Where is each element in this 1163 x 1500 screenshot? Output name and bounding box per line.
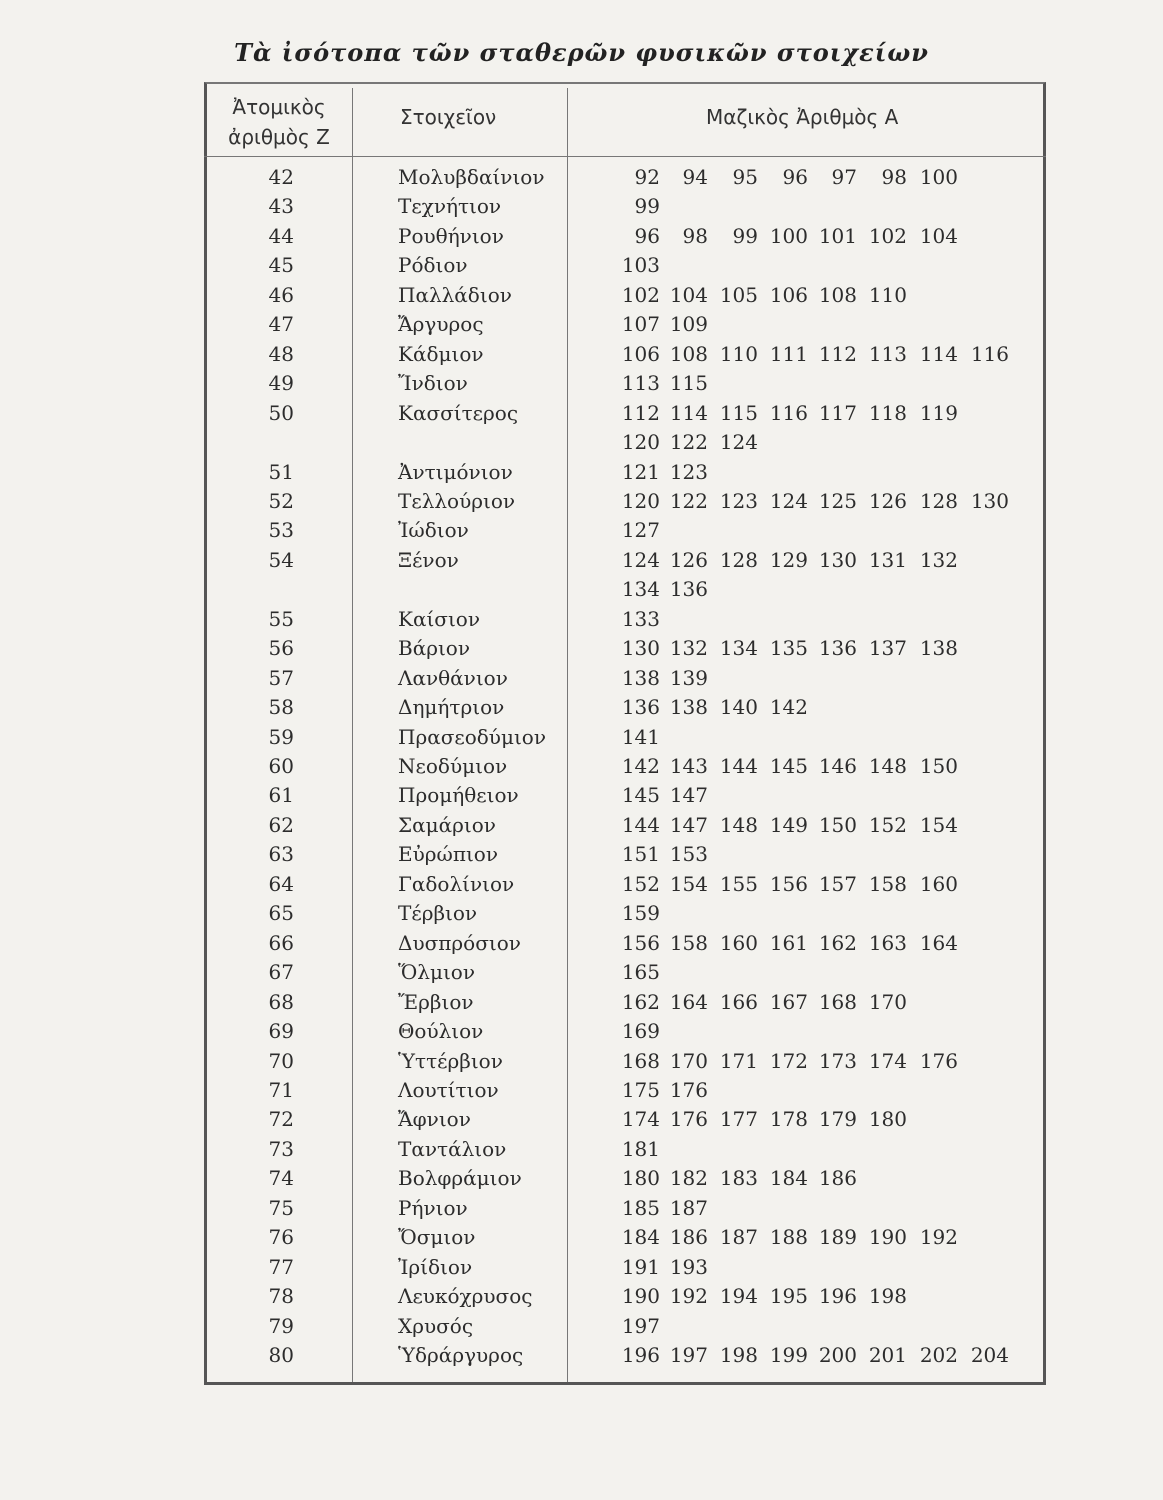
mass-number: 198: [868, 1284, 907, 1309]
mass-number: 169: [621, 1019, 660, 1044]
atomic-number: 50: [268, 400, 294, 425]
mass-number: 144: [621, 812, 660, 837]
mass-number: 148: [719, 812, 758, 837]
mass-number: 142: [769, 695, 808, 720]
atomic-number: 47: [268, 312, 294, 337]
mass-number: 115: [719, 400, 758, 425]
mass-number: 204: [970, 1343, 1009, 1367]
mass-number: 155: [719, 871, 758, 896]
atomic-number: 74: [268, 1166, 294, 1191]
mass-number: 150: [919, 754, 958, 778]
column-divider: [352, 88, 353, 1382]
mass-number: 121: [621, 459, 660, 484]
mass-number: 162: [621, 989, 660, 1014]
element-name: Ἴνδιον: [398, 371, 468, 396]
element-name: Ἀντιμόνιον: [398, 459, 513, 484]
mass-number: 106: [769, 282, 808, 307]
mass-number: 107: [621, 312, 660, 337]
mass-number: 134: [719, 636, 758, 661]
mass-number: 184: [769, 1166, 808, 1191]
element-name: Δημήτριον: [398, 695, 505, 720]
mass-number: 96: [634, 223, 660, 248]
mass-number: 130: [970, 488, 1009, 513]
mass-number: 202: [919, 1343, 958, 1367]
element-name: Κάδμιον: [398, 341, 484, 366]
element-name: Λευκόχρυσος: [398, 1284, 533, 1309]
mass-number: 166: [719, 989, 758, 1014]
mass-number: 140: [719, 695, 758, 720]
atomic-number: 70: [268, 1048, 294, 1073]
atomic-number: 77: [268, 1254, 294, 1279]
mass-number: 147: [669, 812, 708, 837]
mass-number: 109: [669, 312, 708, 337]
mass-number: 94: [682, 165, 708, 189]
mass-number: 197: [621, 1313, 660, 1338]
mass-number: 115: [669, 371, 708, 396]
atomic-number: 60: [268, 754, 294, 778]
mass-number: 144: [719, 754, 758, 778]
mass-number: 175: [621, 1077, 660, 1102]
mass-number: 176: [669, 1107, 708, 1132]
mass-number: 98: [881, 165, 907, 189]
element-name: Βολφράμιον: [398, 1166, 522, 1191]
atomic-number: 69: [268, 1019, 294, 1044]
mass-number: 178: [769, 1107, 808, 1132]
mass-number: 106: [621, 341, 660, 366]
mass-number: 102: [868, 223, 907, 248]
mass-number: 113: [621, 371, 660, 396]
element-name: Γαδολίνιον: [398, 871, 515, 896]
mass-number: 153: [669, 842, 708, 867]
mass-number: 154: [919, 812, 958, 837]
mass-number: 104: [919, 223, 958, 248]
mass-number: 152: [868, 812, 907, 837]
mass-number: 129: [769, 547, 808, 572]
mass-number: 102: [621, 282, 660, 307]
mass-number: 100: [769, 223, 808, 248]
atomic-number: 55: [268, 606, 294, 631]
mass-number: 132: [919, 547, 958, 572]
mass-number: 170: [669, 1048, 708, 1073]
mass-number: 159: [621, 901, 660, 926]
mass-number: 201: [868, 1343, 907, 1367]
atomic-number: 49: [268, 371, 294, 396]
mass-number: 165: [621, 960, 660, 985]
mass-number: 172: [769, 1048, 808, 1073]
element-name: Ρουθήνιον: [398, 223, 504, 248]
mass-number: 194: [719, 1284, 758, 1309]
page-title: Τὰ ἰσότοπα τῶν σταθερῶν φυσικῶν στοιχείων: [234, 38, 929, 67]
atomic-number: 54: [268, 547, 294, 572]
atomic-number: 65: [268, 901, 294, 926]
mass-number: 110: [868, 282, 907, 307]
mass-number: 173: [818, 1048, 857, 1073]
element-name: Χρυσός: [398, 1313, 474, 1338]
mass-number: 120: [621, 430, 660, 455]
atomic-number: 72: [268, 1107, 294, 1132]
header-atomic-number: Ἀτομικὸς ἀριθμὸς Ζ: [228, 95, 330, 149]
element-name: Σαμάριον: [398, 812, 496, 837]
mass-number: 179: [818, 1107, 857, 1132]
mass-number: 167: [769, 989, 808, 1014]
mass-number: 128: [919, 488, 958, 513]
element-name: Εὐρώπιον: [398, 842, 499, 867]
element-name: Ταντάλιον: [398, 1136, 507, 1161]
mass-number: 147: [669, 783, 708, 808]
atomic-number: 67: [268, 960, 294, 985]
atomic-number: 52: [268, 488, 294, 513]
atomic-number: 59: [268, 724, 294, 749]
mass-number: 116: [769, 400, 808, 425]
element-name: Ἄφνιον: [398, 1107, 471, 1132]
mass-number: 100: [919, 165, 958, 189]
mass-number: 97: [831, 165, 857, 189]
element-name: Ἰρίδιον: [398, 1254, 473, 1279]
element-name: Βάριον: [398, 636, 471, 661]
mass-number: 190: [621, 1284, 660, 1309]
element-name: Τέρβιον: [398, 901, 478, 926]
atomic-number: 51: [268, 459, 294, 484]
mass-number: 122: [669, 430, 708, 455]
mass-number: 196: [818, 1284, 857, 1309]
atomic-number: 62: [268, 812, 294, 837]
mass-number: 126: [868, 488, 907, 513]
mass-number: 145: [621, 783, 660, 808]
element-name: Ὅλμιον: [398, 960, 475, 985]
element-name: Πρασεοδύμιον: [398, 724, 546, 749]
mass-number: 118: [868, 400, 907, 425]
mass-number: 126: [669, 547, 708, 572]
mass-number: 120: [621, 488, 660, 513]
mass-number: 176: [919, 1048, 958, 1073]
atomic-number: 63: [268, 842, 294, 867]
element-name: Ὄσμιον: [398, 1225, 476, 1250]
mass-number: 110: [719, 341, 758, 366]
element-name: Λουτίτιον: [398, 1077, 499, 1102]
element-name: Ξένον: [398, 547, 459, 572]
mass-number: 192: [669, 1284, 708, 1309]
mass-number: 149: [769, 812, 808, 837]
mass-number: 195: [769, 1284, 808, 1309]
mass-number: 136: [818, 636, 857, 661]
element-name: Κασσίτερος: [398, 400, 519, 425]
mass-number: 185: [621, 1195, 660, 1220]
mass-number: 124: [769, 488, 808, 513]
atomic-number: 68: [268, 989, 294, 1014]
mass-number: 114: [669, 400, 708, 425]
mass-number: 151: [621, 842, 660, 867]
mass-number: 160: [719, 930, 758, 955]
mass-number: 193: [669, 1254, 708, 1279]
mass-number: 187: [719, 1225, 758, 1250]
element-name: Μολυβδαίνιον: [398, 165, 545, 189]
atomic-number: 57: [268, 665, 294, 690]
mass-number: 103: [621, 253, 660, 278]
mass-number: 176: [669, 1077, 708, 1102]
mass-number: 174: [621, 1107, 660, 1132]
header-mass-number: Μαζικὸς Ἀριθμὸς Α: [706, 105, 899, 129]
mass-number: 112: [621, 400, 660, 425]
element-name: Θούλιον: [398, 1019, 484, 1044]
mass-number: 186: [818, 1166, 857, 1191]
atomic-number: 48: [268, 341, 294, 366]
mass-number: 146: [818, 754, 857, 778]
element-name: Ἄργυρος: [398, 312, 484, 337]
mass-number: 152: [621, 871, 660, 896]
atomic-number: 80: [268, 1343, 294, 1367]
mass-number: 112: [818, 341, 857, 366]
mass-number: 158: [868, 871, 907, 896]
atomic-number: 46: [268, 282, 294, 307]
atomic-number: 66: [268, 930, 294, 955]
mass-number: 138: [669, 695, 708, 720]
header-element: Στοιχεῖον: [400, 105, 497, 129]
element-name: Προμήθειον: [398, 783, 519, 808]
mass-number: 124: [719, 430, 758, 455]
mass-number: 138: [621, 665, 660, 690]
mass-number: 142: [621, 754, 660, 778]
mass-number: 156: [621, 930, 660, 955]
element-name: Δυσπρόσιον: [398, 930, 521, 955]
mass-number: 161: [769, 930, 808, 955]
atomic-number: 79: [268, 1313, 294, 1338]
mass-number: 99: [634, 194, 660, 219]
mass-number: 190: [868, 1225, 907, 1250]
mass-number: 113: [868, 341, 907, 366]
mass-number: 127: [621, 518, 660, 543]
mass-number: 114: [919, 341, 958, 366]
mass-number: 186: [669, 1225, 708, 1250]
mass-number: 164: [669, 989, 708, 1014]
mass-number: 133: [621, 606, 660, 631]
mass-number: 108: [818, 282, 857, 307]
mass-number: 111: [769, 341, 808, 366]
mass-number: 130: [818, 547, 857, 572]
mass-number: 192: [919, 1225, 958, 1250]
atomic-number: 71: [268, 1077, 294, 1102]
element-name: Ἰώδιον: [398, 518, 469, 543]
mass-number: 180: [621, 1166, 660, 1191]
atomic-number: 61: [268, 783, 294, 808]
mass-number: 136: [621, 695, 660, 720]
mass-number: 95: [732, 165, 758, 189]
mass-number: 124: [621, 547, 660, 572]
mass-number: 188: [769, 1225, 808, 1250]
atomic-number: 73: [268, 1136, 294, 1161]
mass-number: 138: [919, 636, 958, 661]
mass-number: 130: [621, 636, 660, 661]
mass-number: 125: [818, 488, 857, 513]
mass-number: 134: [621, 577, 660, 602]
atomic-number: 43: [268, 194, 294, 219]
mass-number: 96: [782, 165, 808, 189]
mass-number: 158: [669, 930, 708, 955]
element-name: Τελλούριον: [398, 488, 516, 513]
atomic-number: 76: [268, 1225, 294, 1250]
mass-number: 141: [621, 724, 660, 749]
mass-number: 105: [719, 282, 758, 307]
mass-number: 117: [818, 400, 857, 425]
mass-number: 123: [669, 459, 708, 484]
mass-number: 99: [732, 223, 758, 248]
mass-number: 197: [669, 1343, 708, 1367]
mass-number: 122: [669, 488, 708, 513]
mass-number: 160: [919, 871, 958, 896]
mass-number: 168: [818, 989, 857, 1014]
mass-number: 135: [769, 636, 808, 661]
mass-number: 92: [634, 165, 660, 189]
element-name: Νεοδύμιον: [398, 754, 508, 778]
element-name: Λανθάνιον: [398, 665, 508, 690]
mass-number: 131: [868, 547, 907, 572]
mass-number: 162: [818, 930, 857, 955]
mass-number: 183: [719, 1166, 758, 1191]
mass-number: 182: [669, 1166, 708, 1191]
mass-number: 104: [669, 282, 708, 307]
atomic-number: 58: [268, 695, 294, 720]
mass-number: 132: [669, 636, 708, 661]
mass-number: 116: [970, 341, 1009, 366]
mass-number: 123: [719, 488, 758, 513]
mass-number: 180: [868, 1107, 907, 1132]
element-name: Τεχνήτιον: [398, 194, 502, 219]
element-name: Παλλάδιον: [398, 282, 512, 307]
mass-number: 171: [719, 1048, 758, 1073]
element-name: Ὑδράργυρος: [398, 1343, 524, 1367]
atomic-number: 45: [268, 253, 294, 278]
mass-number: 156: [769, 871, 808, 896]
mass-number: 139: [669, 665, 708, 690]
mass-number: 196: [621, 1343, 660, 1367]
mass-number: 101: [818, 223, 857, 248]
mass-number: 143: [669, 754, 708, 778]
mass-number: 184: [621, 1225, 660, 1250]
mass-number: 189: [818, 1225, 857, 1250]
element-name: Ὑττέρβιον: [398, 1048, 503, 1073]
mass-number: 187: [669, 1195, 708, 1220]
header-divider: [204, 156, 1046, 157]
mass-number: 154: [669, 871, 708, 896]
mass-number: 198: [719, 1343, 758, 1367]
mass-number: 174: [868, 1048, 907, 1073]
mass-number: 157: [818, 871, 857, 896]
element-name: Ρήνιον: [398, 1195, 468, 1220]
mass-number: 119: [919, 400, 958, 425]
mass-number: 181: [621, 1136, 660, 1161]
column-divider: [567, 88, 568, 1382]
mass-number: 177: [719, 1107, 758, 1132]
mass-number: 137: [868, 636, 907, 661]
mass-number: 163: [868, 930, 907, 955]
atomic-number: 75: [268, 1195, 294, 1220]
mass-number: 108: [669, 341, 708, 366]
mass-number: 150: [818, 812, 857, 837]
atomic-number: 44: [268, 223, 294, 248]
mass-number: 98: [682, 223, 708, 248]
atomic-number: 56: [268, 636, 294, 661]
mass-number: 136: [669, 577, 708, 602]
atomic-number: 78: [268, 1284, 294, 1309]
element-name: Ρόδιον: [398, 253, 468, 278]
element-name: Ἔρβιον: [398, 989, 474, 1014]
mass-number: 148: [868, 754, 907, 778]
mass-number: 199: [769, 1343, 808, 1367]
atomic-number: 53: [268, 518, 294, 543]
atomic-number: 42: [268, 165, 294, 189]
mass-number: 168: [621, 1048, 660, 1073]
mass-number: 145: [769, 754, 808, 778]
mass-number: 128: [719, 547, 758, 572]
element-name: Καίσιον: [398, 606, 480, 631]
mass-number: 164: [919, 930, 958, 955]
mass-number: 200: [818, 1343, 857, 1367]
atomic-number: 64: [268, 871, 294, 896]
mass-number: 191: [621, 1254, 660, 1279]
mass-number: 170: [868, 989, 907, 1014]
